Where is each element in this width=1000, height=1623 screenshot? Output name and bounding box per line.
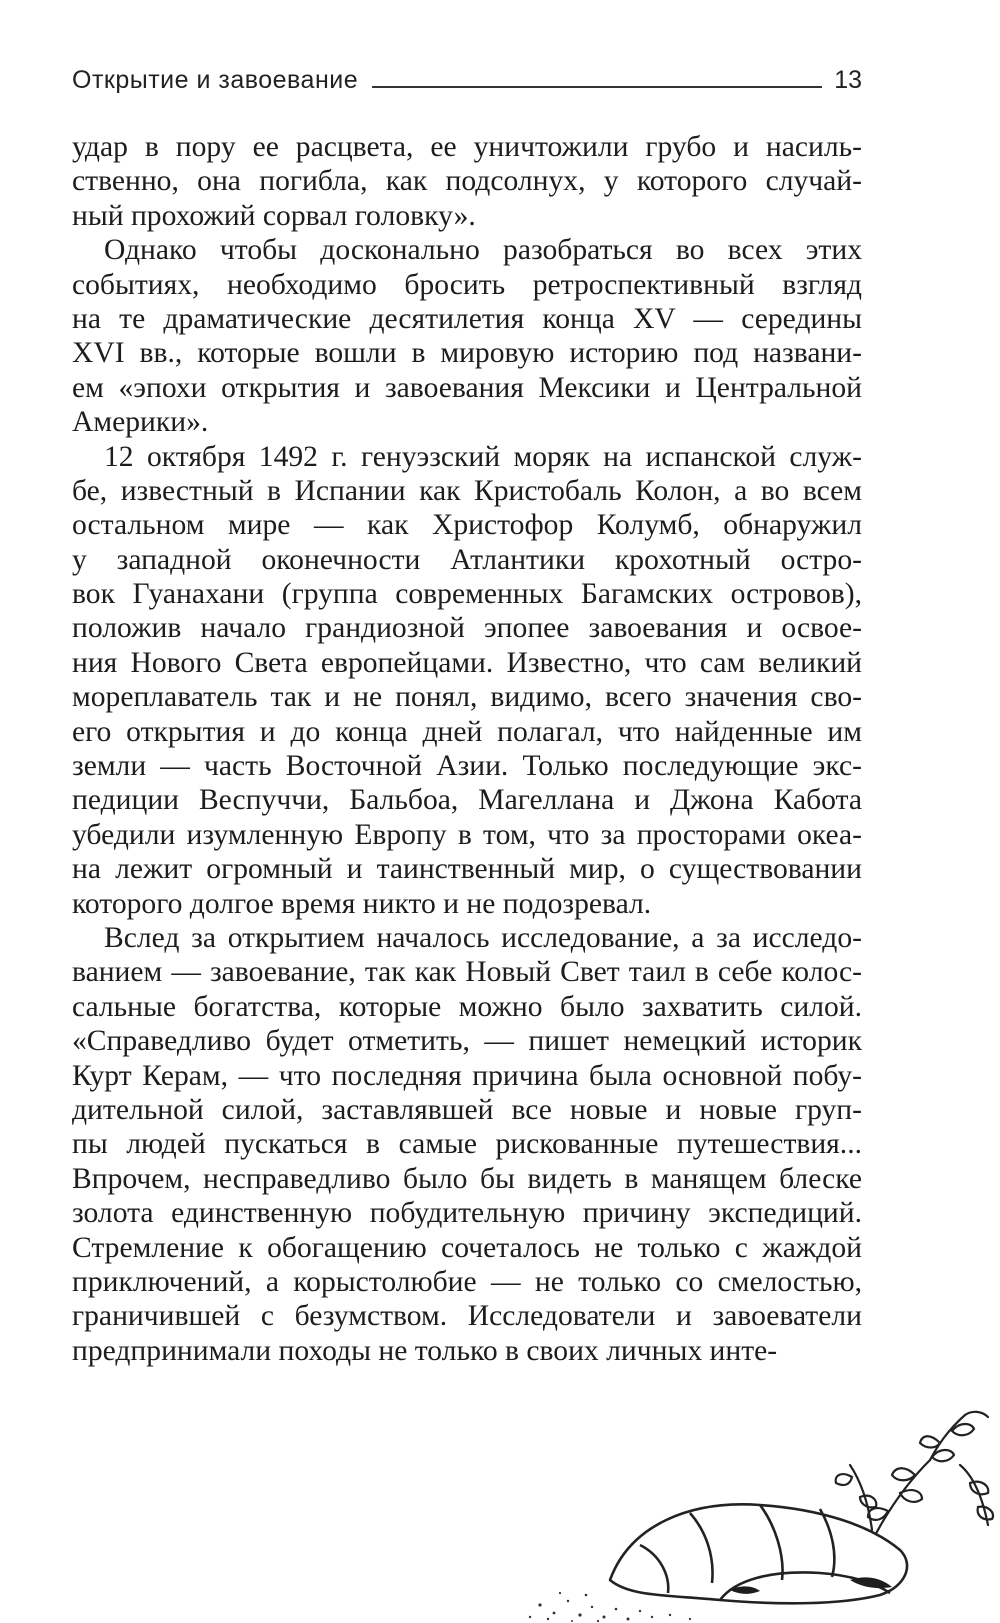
text-line: событиях, необходимо бросить ретроспективный взгляд [72,268,862,301]
text-line: у западной оконечности Атлантики крохотный остро- [72,543,862,576]
text-line: педиции Веспуччи, Бальбоа, Магеллана и Джона Кабота [72,784,862,817]
paragraph [72,440,862,921]
text-line: на лежит огромный и таинственный мир, о существовании [72,853,862,886]
text-line: которого долгое время никто и не подозревал. [72,887,652,920]
header-rule [372,86,822,88]
text-line: вок Гуанахани (группа современных Багамских островов), [72,578,862,611]
text-line: предпринимали походы не только в своих личных инте- [72,1334,778,1367]
text-line: Курт Керам, — что последняя причина была основной побу- [72,1059,862,1092]
text-line: бе, известный в Испании как Кристобаль Колон, а во всем [72,474,862,507]
conch-shell-seaweed-illustration [520,1405,1000,1623]
text-line: Вслед за открытием началось исследование, а за исследо- [104,921,862,954]
text-line: его открытия и до конца дней полагал, что найденные им [72,715,862,748]
text-line: ный прохожий сорвал головку». [72,199,476,232]
text-line: ственно, она погибла, как подсолнух, у которого случай- [72,165,862,198]
text-line: ванием — завоевание, так как Новый Свет таил в себе колос- [72,956,862,989]
text-line: мореплаватель так и не понял, видимо, всего значения сво- [72,681,862,714]
text-line: XVI вв., которые вошли в мировую историю под названи- [72,337,862,370]
text-line: пы людей пускаться в самые рискованные путешествия... [72,1128,862,1161]
text-line: «Справедливо будет отметить, — пишет немецкий историк [72,1025,862,1058]
text-line: ем «эпохи открытия и завоевания Мексики и Центральной [72,371,862,404]
text-line: Стремление к обогащению сочеталось не только с жаждой [72,1231,862,1264]
text-line: положив начало грандиозной эпопее завоевания и освое- [72,612,862,645]
page-number: 13 [834,65,862,94]
text-line: дительной силой, заставлявшей все новые и новые груп- [72,1093,862,1126]
body-text [72,130,862,1368]
text-line: сальные богатства, которые можно было захватить силой. [72,990,862,1023]
running-header [72,62,862,98]
text-line: граничившей с безумством. Исследователи и завоеватели [72,1300,862,1333]
text-line: Америки». [72,406,209,439]
text-line: остальном мире — как Христофор Колумб, обнаружил [72,509,862,542]
paragraph [72,921,862,1368]
text-line: убедили изумленную Европу в том, что за просторами океа- [72,818,862,851]
text-line: золота единственную побудительную причину экспедиций. [72,1197,862,1230]
text-line: Впрочем, несправедливо было бы видеть в манящем блеске [72,1162,862,1195]
paragraph [72,233,862,439]
text-line: на те драматические десятилетия конца XV — середины [72,302,862,335]
text-line: земли — часть Восточной Азии. Только последующие экс- [72,750,862,783]
text-line: ния Нового Света европейцами. Известно, что сам великий [72,646,862,679]
text-line: приключений, а корыстолюбие — не только со смелостью, [72,1265,862,1298]
text-line: 12 октября 1492 г. генуэзский моряк на испанской служ- [104,440,862,473]
chapter-title: Открытие и завоевание [72,65,359,94]
text-line: Однако чтобы досконально разобраться во всех этих [104,234,862,267]
paragraph [72,130,862,233]
text-line: удар в пору ее расцвета, ее уничтожили грубо и насиль- [72,131,862,163]
